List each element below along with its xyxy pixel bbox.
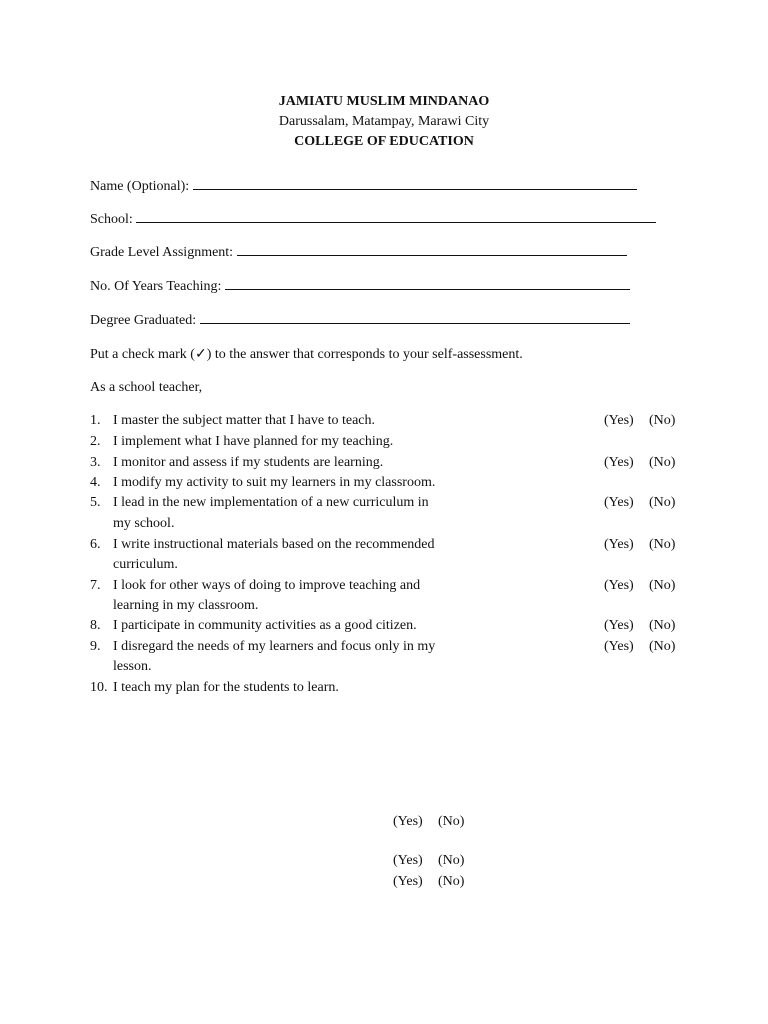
lead-in-text: As a school teacher, — [90, 380, 203, 395]
no-option[interactable]: (No) — [649, 455, 676, 470]
college-name: COLLEGE OF EDUCATION — [294, 134, 474, 149]
yes-option[interactable]: (Yes) — [393, 853, 423, 868]
item-text: I disregard the needs of my learners and focus only in my — [113, 639, 436, 654]
no-option[interactable]: (No) — [649, 537, 676, 552]
yes-option[interactable]: (Yes) — [604, 495, 634, 510]
no-option[interactable]: (No) — [649, 618, 676, 633]
institution-name: JAMIATU MUSLIM MINDANAO — [278, 94, 490, 109]
yes-option[interactable]: (Yes) — [393, 874, 423, 889]
field-school-label: School: — [90, 212, 133, 227]
instruction-text: Put a check mark (✓) to the answer that corresponds to your self-assessment. — [90, 347, 523, 362]
item-number: 10. — [90, 680, 108, 695]
yes-option[interactable]: (Yes) — [604, 537, 634, 552]
item-text: I modify my activity to suit my learners in my classroom. — [113, 475, 436, 490]
no-option[interactable]: (No) — [649, 578, 676, 593]
item-number: 5. — [90, 495, 101, 510]
field-name-label: Name (Optional): — [90, 179, 190, 194]
yes-option[interactable]: (Yes) — [604, 618, 634, 633]
item-number: 3. — [90, 455, 101, 470]
yes-option[interactable]: (Yes) — [604, 455, 634, 470]
item-text-continued: learning in my classroom. — [113, 598, 259, 613]
item-text: I lead in the new implementation of a new curriculum in — [113, 495, 429, 510]
item-text: I master the subject matter that I have to teach. — [113, 413, 376, 428]
item-number: 9. — [90, 639, 101, 654]
no-option[interactable]: (No) — [438, 853, 465, 868]
field-grade-level-label: Grade Level Assignment: — [90, 245, 234, 260]
no-option[interactable]: (No) — [649, 413, 676, 428]
item-text: I look for other ways of doing to improve teaching and — [113, 578, 421, 593]
item-number: 2. — [90, 434, 101, 449]
item-number: 6. — [90, 537, 101, 552]
item-text: I monitor and assess if my students are learning. — [113, 455, 384, 470]
item-number: 4. — [90, 475, 101, 490]
field-years-teaching-label: No. Of Years Teaching: — [90, 279, 222, 294]
no-option[interactable]: (No) — [438, 814, 465, 829]
item-text: I teach my plan for the students to learn. — [113, 680, 339, 695]
item-text: I participate in community activities as a good citizen. — [113, 618, 417, 633]
item-number: 8. — [90, 618, 101, 633]
item-text-continued: curriculum. — [113, 557, 178, 572]
no-option[interactable]: (No) — [649, 639, 676, 654]
no-option[interactable]: (No) — [438, 874, 465, 889]
item-number: 7. — [90, 578, 101, 593]
yes-option[interactable]: (Yes) — [604, 639, 634, 654]
yes-option[interactable]: (Yes) — [393, 814, 423, 829]
item-text-continued: lesson. — [113, 659, 152, 674]
no-option[interactable]: (No) — [649, 495, 676, 510]
item-number: 1. — [90, 413, 101, 428]
item-text-continued: my school. — [113, 516, 175, 531]
yes-option[interactable]: (Yes) — [604, 413, 634, 428]
yes-option[interactable]: (Yes) — [604, 578, 634, 593]
item-text: I implement what I have planned for my teaching. — [113, 434, 394, 449]
item-text: I write instructional materials based on the recommended — [113, 537, 435, 552]
field-degree-label: Degree Graduated: — [90, 313, 197, 328]
institution-address: Darussalam, Matampay, Marawi City — [278, 114, 490, 129]
